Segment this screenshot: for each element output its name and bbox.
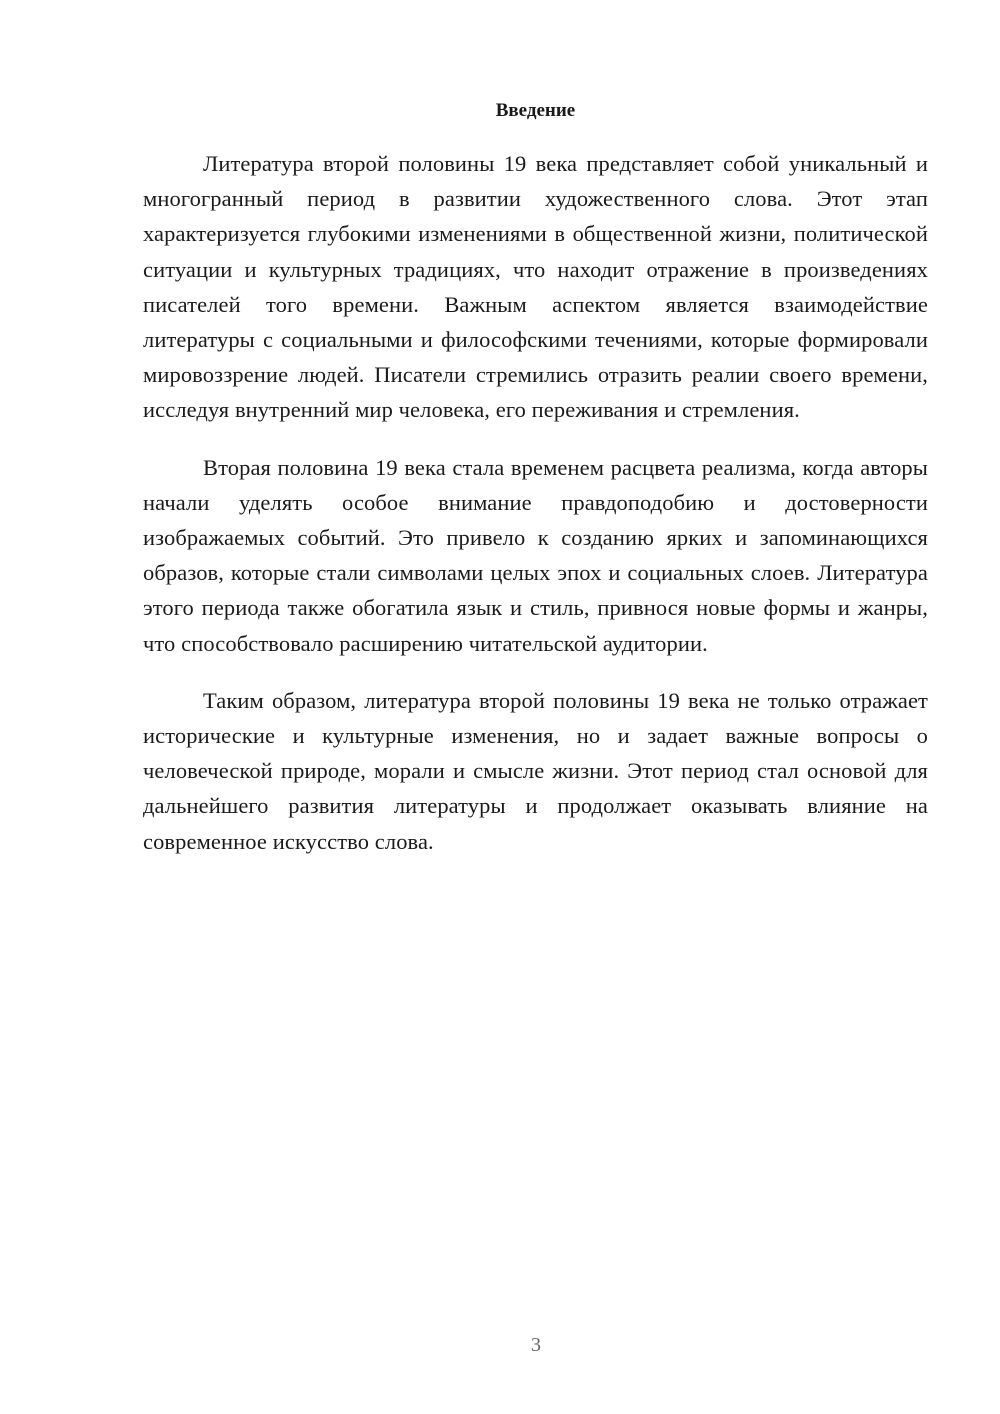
section-title: Введение xyxy=(495,100,576,121)
paragraph-3: Таким образом, литература второй половины 19 века не только отражает исторические и культурные изменения, но и задает важные вопросы о человеческой природе, морали и смысле жизни. Этот период стал основой для дальнейшего развития литературы и продолжает оказывать влияние на современное искусство слова. xyxy=(143,687,928,854)
paragraph-2: Вторая половина 19 века стала временем расцвета реализма, когда авторы начали уделять особое внимание правдоподобию и достоверности изображаемых событий. Это привело к созданию ярких и запоминающихся образов, которые стали символами целых эпох и социальных слоев. Литература этого периода также обогатила язык и стиль, привнося новые формы и жанры, что способствовало расширению читательской аудитории. xyxy=(143,454,928,656)
document-body xyxy=(143,96,928,881)
paragraph-1: Литература второй половины 19 века представляет собой уникальный и многогранный период в развитии художественного слова. Этот этап характеризуется глубокими изменениями в общественной жизни, политической ситуации и культурных традициях, что находит отражение в произведениях писателей того времени. Важным аспектом является взаимодействие литературы с социальными и философскими течениями, которые формировали мировоззрение людей. Писатели стремились отразить реалии своего времени, исследуя внутренний мир человека, его переживания и стремления. xyxy=(143,151,928,423)
page-number: 3 xyxy=(531,1334,541,1356)
